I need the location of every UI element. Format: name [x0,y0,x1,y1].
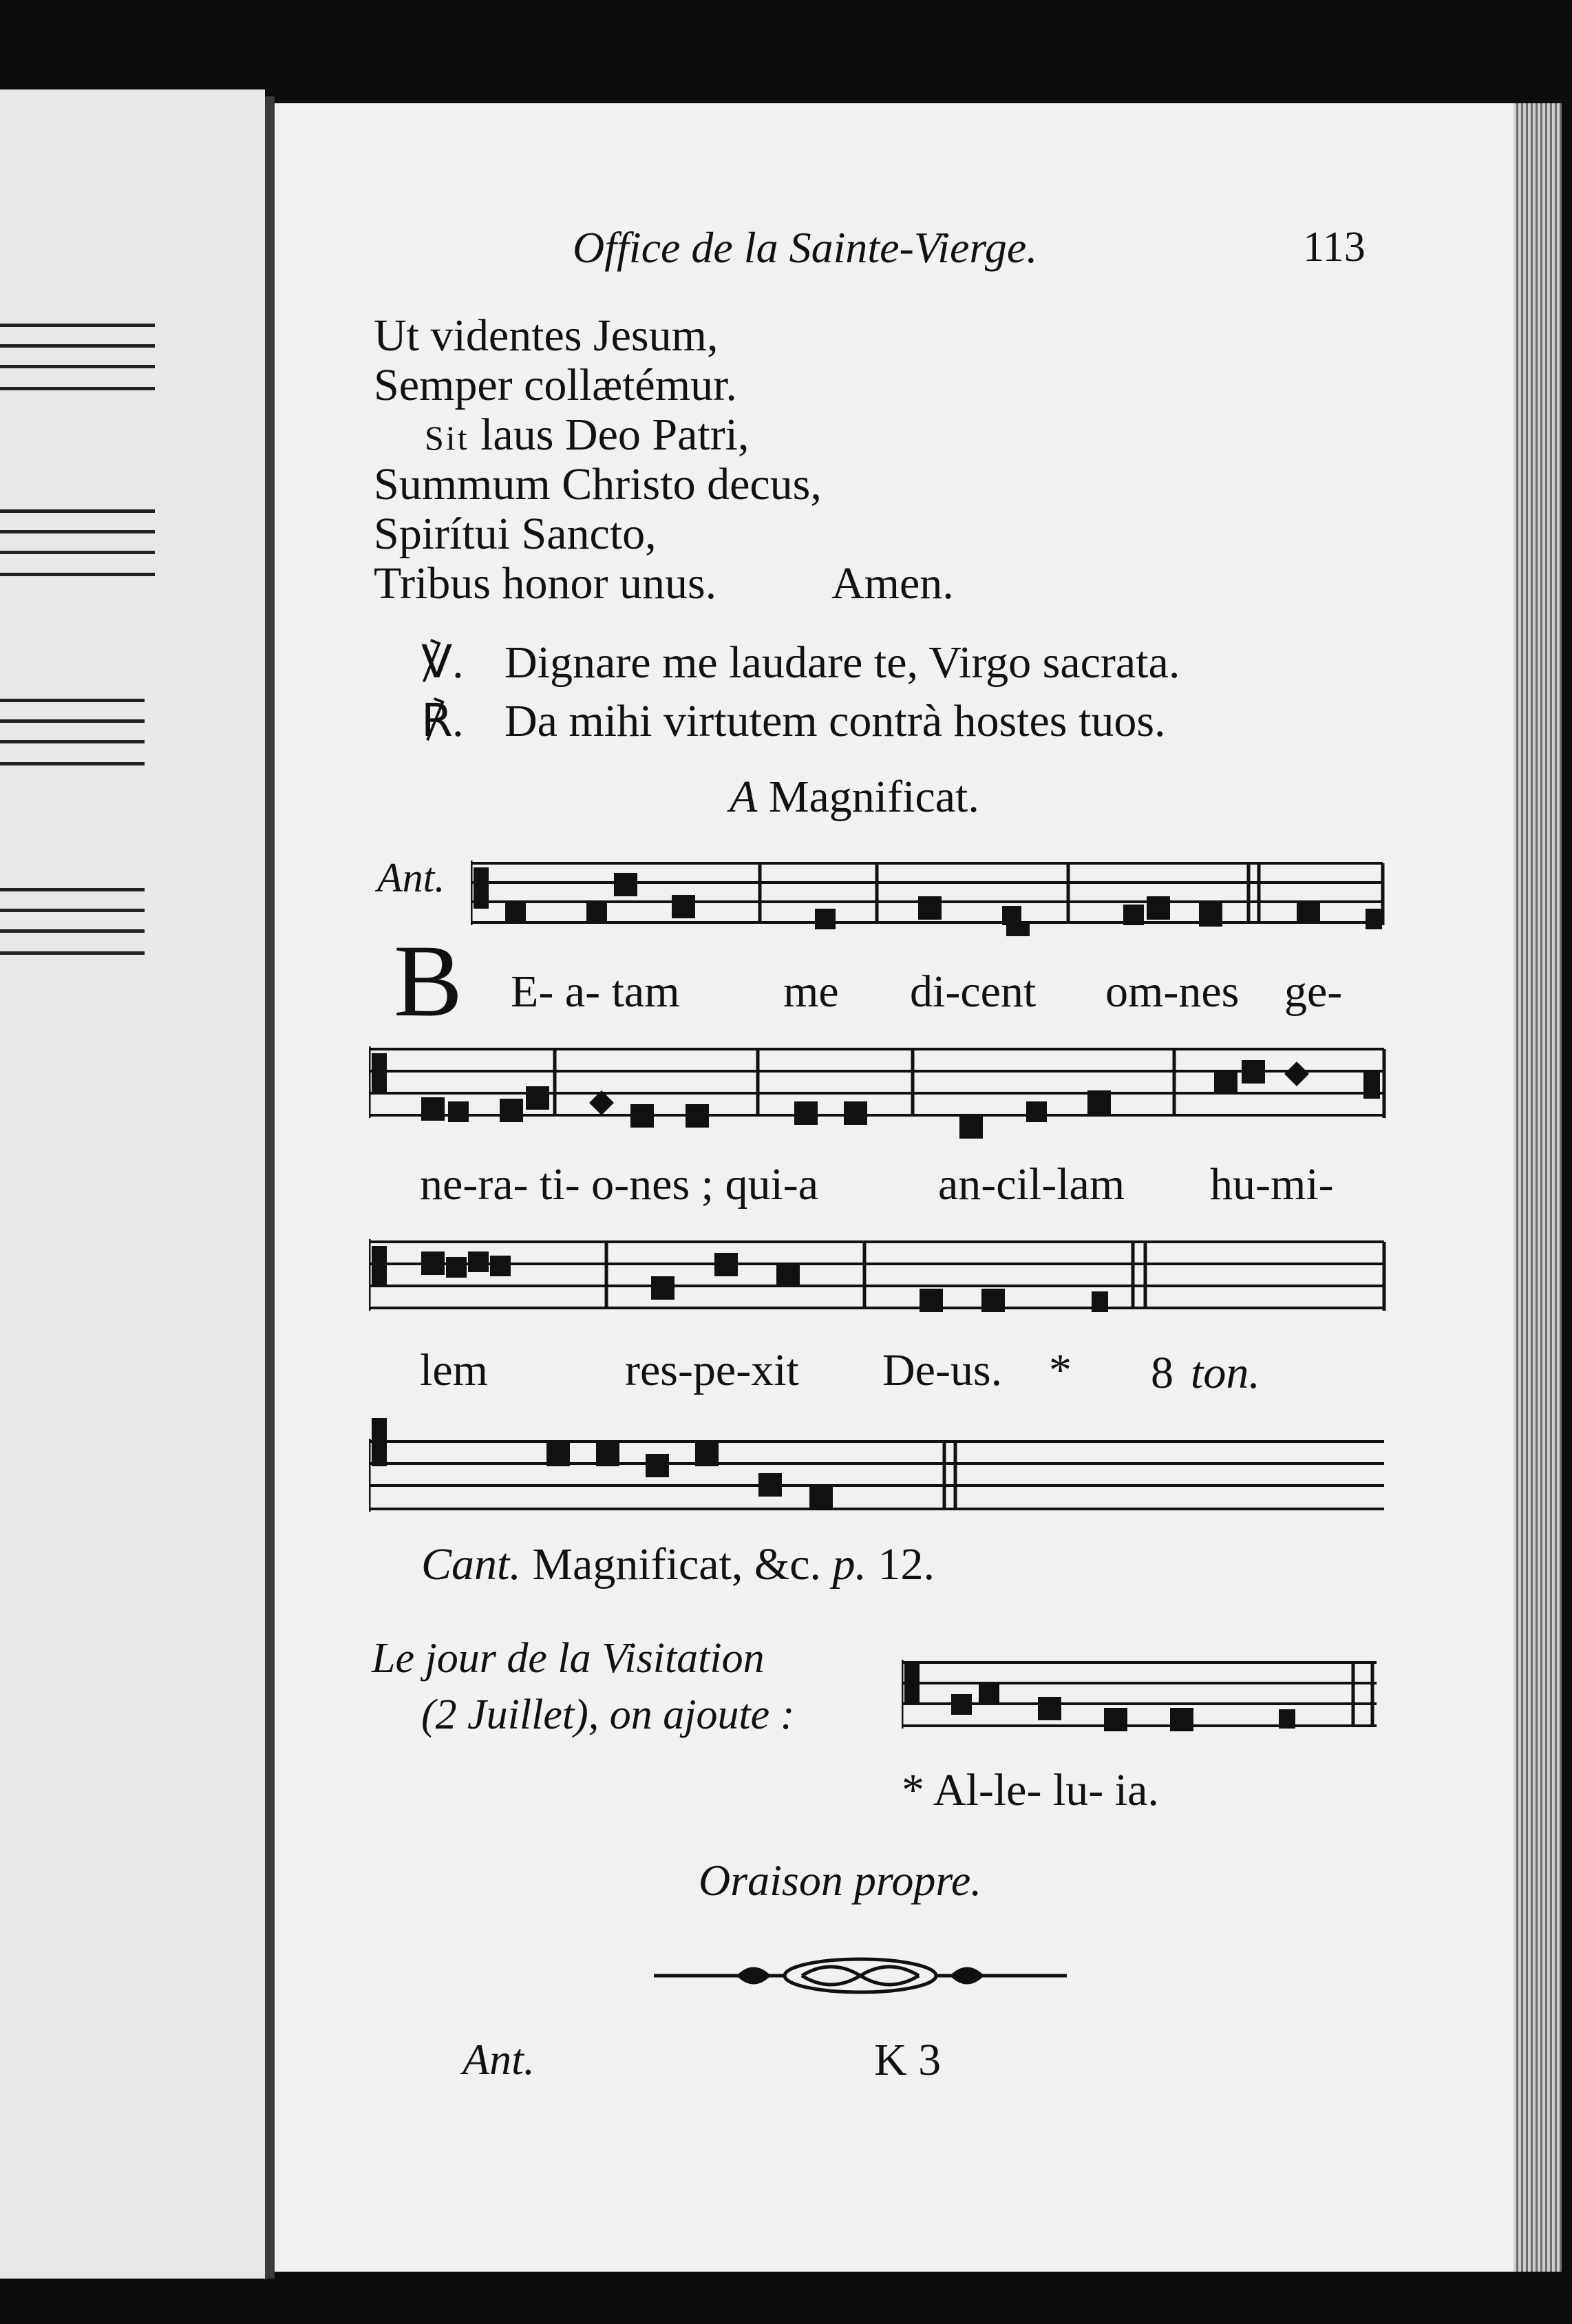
staff-fragment [0,888,158,969]
small-caps-sit: Sit [425,419,469,457]
chant-staff-2 [369,1046,1388,1143]
signature-mark: K 3 [874,2035,942,2085]
hymn-line: Spirítui Sancto, [374,509,657,559]
chant-staff-alleluia [902,1649,1383,1745]
visitation-line-1: Le jour de la Visitation [372,1635,765,1682]
tone-label: ton. [1191,1348,1260,1398]
staff-fragment [0,509,158,591]
chant-staff-1 [471,860,1386,936]
lyric-syllable: hu-mi- [1210,1159,1334,1209]
page-edges [1513,103,1562,2272]
hymn-line: Ut videntes Jesum, [374,310,719,361]
hymn-amen: Amen. [831,558,954,609]
visitation-line-2: (2 Juillet), on ajoute : [421,1691,795,1738]
antiphon-label: Ant. [377,855,445,900]
catchword: Ant. [463,2035,535,2084]
response-symbol: ℟. [421,696,464,746]
hymn-line: Semper collætémur. [374,360,737,410]
alleluia-syllables: * Al-le- lu- ia. [902,1765,1159,1815]
canticle-text: Magnificat, &c. [532,1539,822,1589]
versicle-symbol: ℣. [421,637,464,688]
lyric-syllable: E- a- tam [511,966,680,1017]
page-ref-number: 12. [878,1539,935,1589]
left-page-edge [0,89,265,2279]
lyric-syllable: an-cil-lam [938,1159,1125,1209]
magnificat-title: Magnificat. [768,772,979,822]
oraison-heading: Oraison propre. [699,1856,982,1905]
magnificat-heading [730,774,979,820]
canticle-line [421,1539,935,1589]
hymn-line: Summum Christo decus, [374,459,822,509]
page-number: 113 [1303,224,1366,271]
hymn-line-doxology [425,412,750,458]
asterisk: * [1049,1345,1072,1395]
lyric-syllable: om-nes [1105,966,1240,1017]
lyric-syllable: De-us. [882,1345,1003,1395]
lyric-syllable: ge- [1284,966,1343,1017]
staff-fragment [0,699,158,780]
lyric-syllable: lem [420,1345,488,1395]
book-gutter [265,96,275,2279]
chant-staff-tone [369,1418,1388,1518]
versicle-text: Dignare me laudare te, Virgo sacrata. [504,637,1180,688]
lyric-syllable: me [783,966,839,1017]
running-title: Office de la Sainte-Vierge. [573,223,1038,272]
hymn-line-text: laus Deo Patri, [480,410,750,460]
tone-number: 8 [1151,1348,1173,1398]
lyric-syllable: ne-ra- ti- o-nes ; qui-a [420,1159,819,1209]
antiphon-abbrev: A [730,772,758,822]
drop-capital: B [394,924,463,1038]
page-ref-label: p. [832,1539,867,1589]
canticle-label: Cant. [421,1539,521,1589]
ornament-divider [654,1952,1067,2000]
lyric-syllable: di-cent [910,966,1037,1017]
staff-fragment [0,324,158,405]
chant-staff-3 [369,1239,1388,1329]
response-text: Da mihi virtutem contrà hostes tuos. [504,696,1166,746]
lyric-syllable: res-pe-xit [625,1345,799,1395]
hymn-line: Tribus honor unus. [374,558,717,609]
